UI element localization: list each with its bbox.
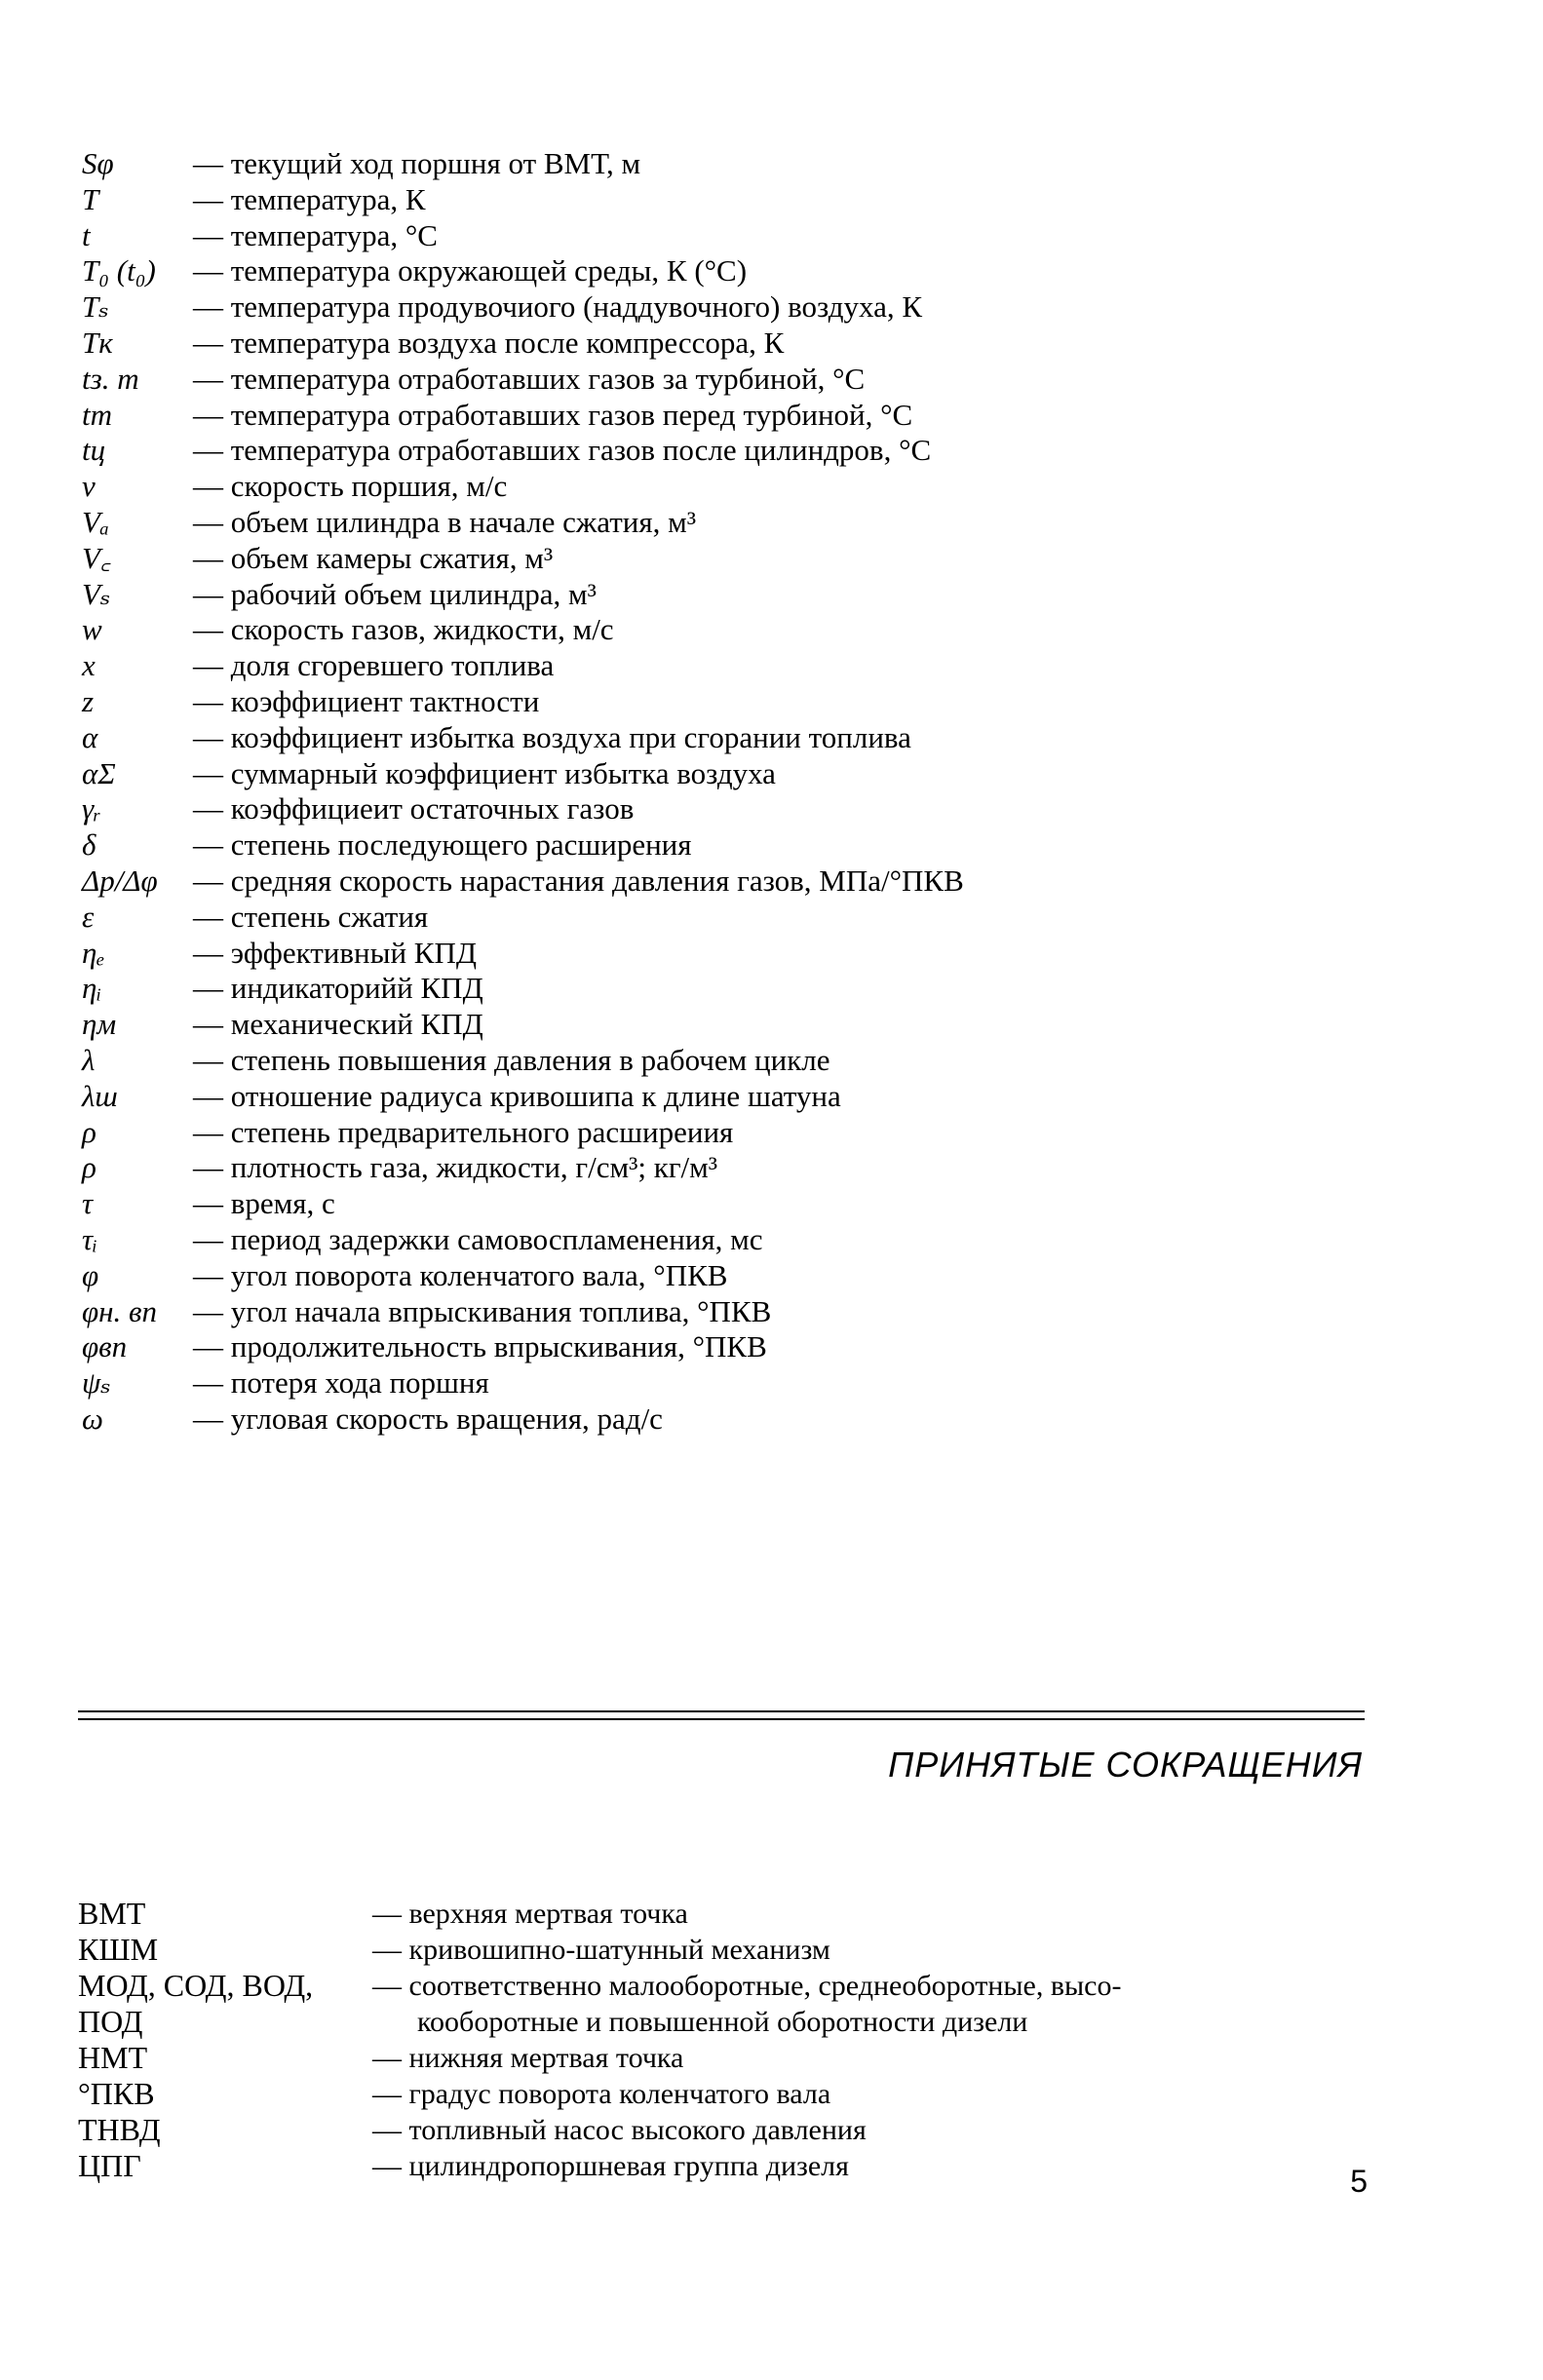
symbol-row xyxy=(82,469,1213,505)
symbol-definition: — индикаторийй КПД xyxy=(193,971,483,1006)
symbol: ψₛ xyxy=(82,1365,111,1401)
abbreviation: ЦПГ xyxy=(78,2148,141,2183)
symbol-row xyxy=(82,1186,1213,1222)
symbol-row xyxy=(82,971,1213,1007)
symbol-definition: — период задержки самовоспламенения, мс xyxy=(193,1221,763,1256)
symbol: t xyxy=(82,217,91,252)
abbreviation-row xyxy=(78,2148,1374,2184)
abbreviation-definition-continued: кооборотные и повышенной оборотности дизели xyxy=(417,2006,1028,2038)
symbol-definition: — время, с xyxy=(193,1186,335,1221)
symbol-row xyxy=(82,182,1213,218)
symbol-row xyxy=(82,684,1213,720)
symbol-row xyxy=(82,1115,1213,1151)
symbol-definition: — объем камеры сжатия, м³ xyxy=(193,540,554,575)
symbol-row xyxy=(82,577,1213,613)
abbreviation-definition: — верхняя мертвая точка xyxy=(372,1898,688,1930)
page-number: 5 xyxy=(1350,2164,1368,2199)
abbreviation: ТНВД xyxy=(78,2112,161,2147)
symbol-row xyxy=(82,433,1213,469)
symbol-row xyxy=(82,900,1213,936)
symbol: Vₛ xyxy=(82,576,111,611)
symbol-row xyxy=(82,1043,1213,1079)
symbol: ε xyxy=(82,899,95,934)
symbol-row xyxy=(82,720,1213,756)
symbol-definition: — эффективный КПД xyxy=(193,935,478,970)
symbol-row xyxy=(82,505,1213,541)
abbreviation-row xyxy=(78,2112,1374,2148)
symbol: x xyxy=(82,648,96,683)
symbol-row xyxy=(82,326,1213,362)
symbol: tт xyxy=(82,397,112,432)
symbol: λ xyxy=(82,1042,96,1077)
symbol-definition: — степень предварительного расширеиия xyxy=(193,1114,734,1149)
symbol: tз. т xyxy=(82,361,139,396)
symbol-row xyxy=(82,1258,1213,1294)
symbol-row xyxy=(82,1150,1213,1186)
symbol: T xyxy=(82,181,99,216)
symbol-row xyxy=(82,648,1213,684)
symbol-definition: — отношение радиуса кривошипа к длине шатуна xyxy=(193,1078,841,1113)
symbol: T₀ (t₀) xyxy=(82,253,156,288)
symbol-definition: — температура воздуха после компрессора, К xyxy=(193,325,785,360)
symbol-definition: — продолжительность впрыскивания, °ПКВ xyxy=(193,1329,767,1364)
section-divider xyxy=(78,1718,1365,1720)
symbol-definition: — температура отработавших газов за турбиной, °С xyxy=(193,361,866,396)
symbol-row xyxy=(82,1079,1213,1115)
symbol-definition: — средняя скорость нарастания давления газов, МПа/°ПКВ xyxy=(193,863,964,898)
symbol-row xyxy=(82,1401,1213,1438)
symbol: α xyxy=(82,719,98,754)
symbol: ηₑ xyxy=(82,935,105,970)
symbol: z xyxy=(82,683,95,718)
symbol-definition: — степень сжатия xyxy=(193,899,429,934)
abbreviation-row xyxy=(78,1896,1374,1932)
abbreviation-definition: — цилиндропоршневая группа дизеля xyxy=(372,2150,849,2182)
symbol: ρ xyxy=(82,1114,96,1149)
symbol: λш xyxy=(82,1078,118,1113)
symbol-definition: — рабочий объем цилиндра, м³ xyxy=(193,576,597,611)
symbol-definition: — угол начала впрыскивания топлива, °ПКВ xyxy=(193,1293,772,1328)
symbol-row xyxy=(82,253,1213,289)
abbreviation-row xyxy=(78,2040,1374,2076)
symbol: φ xyxy=(82,1257,99,1292)
symbol: Tк xyxy=(82,325,113,360)
symbol: Tₛ xyxy=(82,289,109,325)
symbol-definition: — температура продувочиого (наддувочного) воздуха, К xyxy=(193,289,923,325)
abbreviation-definition: — градус поворота коленчатого вала xyxy=(372,2078,831,2110)
symbol-row xyxy=(82,827,1213,864)
symbol: ρ xyxy=(82,1150,96,1185)
symbol-definition: — скорость поршия, м/с xyxy=(193,469,508,504)
symbol-definition: — степень последующего расширения xyxy=(193,827,692,863)
symbol: tц xyxy=(82,433,106,468)
symbol-definition: — коэффициент тактности xyxy=(193,683,540,718)
abbreviation: °ПКВ xyxy=(78,2076,155,2111)
symbol-row xyxy=(82,289,1213,326)
abbreviation-row xyxy=(78,1968,1374,2004)
symbol: τᵢ xyxy=(82,1221,97,1256)
symbol-row xyxy=(82,1007,1213,1043)
symbol-definition: — текущий ход поршня от ВМТ, м xyxy=(193,146,641,180)
symbol-row xyxy=(82,756,1213,792)
symbol-row xyxy=(82,864,1213,900)
symbol-definition: — суммарный коэффициент избытка воздуха xyxy=(193,755,776,790)
abbreviation-definition: — соответственно малооборотные, среднеоборотные, высо- xyxy=(372,1970,1122,2002)
symbol: τ xyxy=(82,1186,94,1221)
abbreviation: НМТ xyxy=(78,2040,148,2075)
symbol-row xyxy=(82,936,1213,972)
symbol-definition: — доля сгоревшего топлива xyxy=(193,648,555,683)
abbreviation-row xyxy=(78,1932,1374,1968)
symbol: w xyxy=(82,612,102,647)
symbol-definition: — коэффициеит остаточных газов xyxy=(193,791,635,826)
section-title: ПРИНЯТЫЕ СОКРАЩЕНИЯ xyxy=(888,1745,1363,1785)
symbol-row xyxy=(82,398,1213,434)
symbol: Sφ xyxy=(82,146,114,180)
symbol-definition: — температура окружающей среды, К (°С) xyxy=(193,253,748,288)
symbol-definition: — скорость газов, жидкости, м/с xyxy=(193,612,614,647)
abbreviation: МОД, СОД, ВОД, xyxy=(78,1968,314,2003)
symbol: Δp/Δφ xyxy=(82,863,158,898)
symbol-row xyxy=(82,362,1213,398)
symbol-definition: — механический КПД xyxy=(193,1007,483,1042)
abbreviation: ВМТ xyxy=(78,1896,146,1931)
symbol-definition: — плотность газа, жидкости, г/см³; кг/м³ xyxy=(193,1150,718,1185)
symbol-row xyxy=(82,218,1213,254)
symbol: v xyxy=(82,469,96,504)
symbol: φн. вп xyxy=(82,1293,157,1328)
symbol-row xyxy=(82,612,1213,648)
symbol-row xyxy=(82,146,1213,182)
abbreviation: КШМ xyxy=(78,1932,159,1967)
symbol-row xyxy=(82,1222,1213,1258)
symbol: ηᵢ xyxy=(82,971,102,1006)
symbol-definition: — температура, К xyxy=(193,181,426,216)
abbreviation-list xyxy=(78,1896,1374,2184)
symbol-row xyxy=(82,1329,1213,1365)
symbol-definition: — степень повышения давления в рабочем цикле xyxy=(193,1042,830,1077)
symbol: V꜀ xyxy=(82,540,111,575)
abbreviation: ПОД xyxy=(78,2004,143,2039)
symbol-definition: — объем цилиндра в начале сжатия, м³ xyxy=(193,504,697,539)
symbol-row xyxy=(82,1294,1213,1330)
symbol-definition: — угол поворота коленчатого вала, °ПКВ xyxy=(193,1257,728,1292)
symbol: γᵣ xyxy=(82,791,101,826)
abbreviation-row xyxy=(78,2076,1374,2112)
abbreviation-definition: — кривошипно-шатунный механизм xyxy=(372,1934,830,1966)
abbreviation-definition: — топливный насос высокого давления xyxy=(372,2114,867,2146)
symbol: δ xyxy=(82,827,96,863)
section-divider xyxy=(78,1710,1365,1712)
symbol-row xyxy=(82,541,1213,577)
symbol-definition: — потеря хода поршня xyxy=(193,1365,489,1401)
symbol-definition: — угловая скорость вращения, рад/с xyxy=(193,1401,663,1436)
abbreviation-row xyxy=(78,2004,1374,2040)
symbol-definition: — температура отработавших газов перед турбиной, °С xyxy=(193,397,913,432)
symbol-list xyxy=(82,146,1213,1438)
symbol: φвп xyxy=(82,1329,128,1364)
symbol: ηм xyxy=(82,1007,117,1042)
symbol: Vₐ xyxy=(82,504,110,539)
symbol-definition: — температура, °С xyxy=(193,217,438,252)
symbol-definition: — температура отработавших газов после цилиндров, °С xyxy=(193,433,932,468)
symbol-row xyxy=(82,1365,1213,1401)
symbol: ω xyxy=(82,1401,103,1436)
symbol-row xyxy=(82,791,1213,827)
abbreviation-definition: — нижняя мертвая точка xyxy=(372,2042,684,2074)
symbol-definition: — коэффициент избытка воздуха при сгорании топлива xyxy=(193,719,911,754)
symbol: αΣ xyxy=(82,755,116,790)
